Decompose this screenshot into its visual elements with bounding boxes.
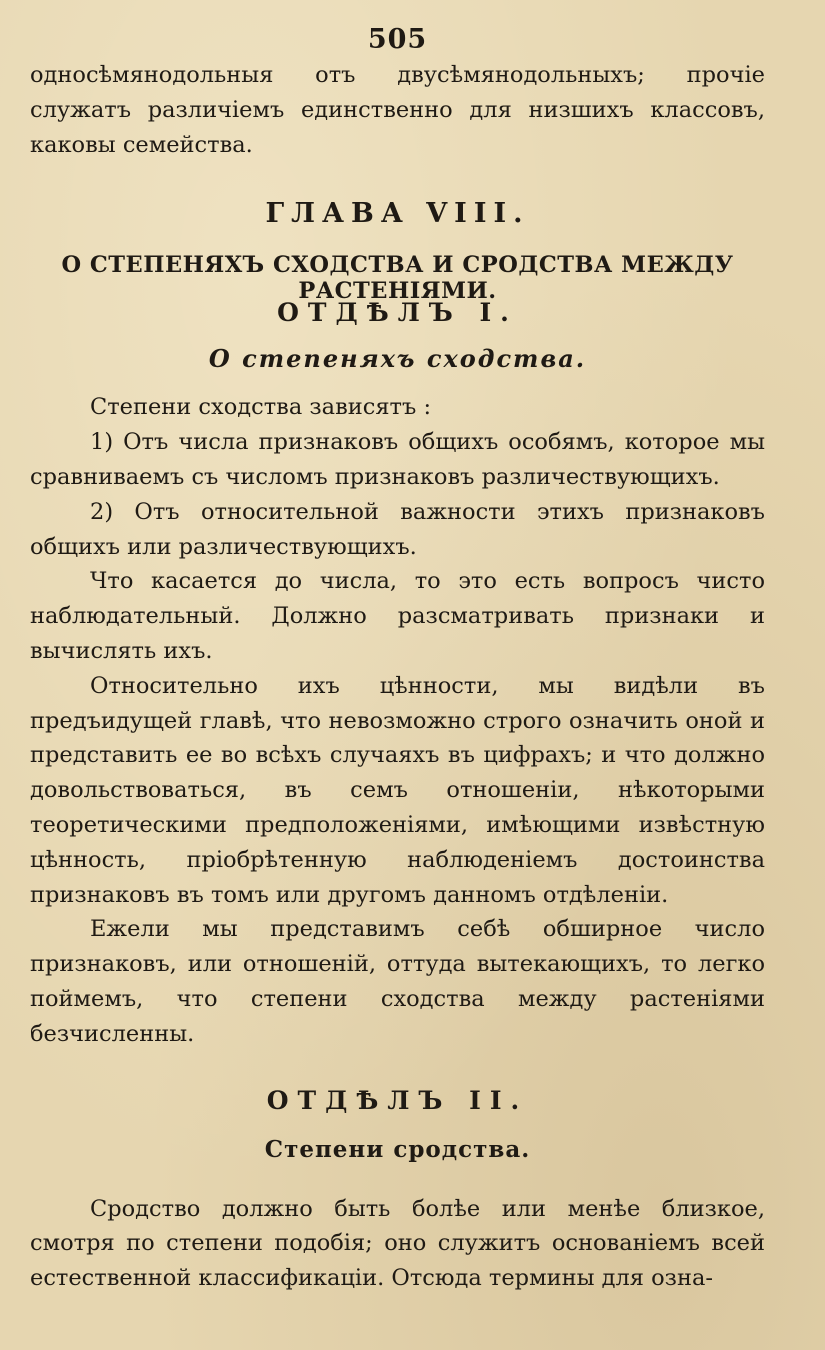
- section-1-paragraph: Что касается до числа, то это есть вопросъ чисто наблюдательный. Должно разсматривать признаки и вычислять ихъ.: [30, 568, 765, 664]
- section-2-subtitle: Степени сродства.: [264, 1135, 531, 1163]
- section-1-paragraph: Степени сходства зависятъ :: [90, 394, 432, 421]
- page-number: 505: [367, 24, 428, 55]
- section-1-paragraph: 2) Отъ относительной важности этихъ признаковъ общихъ или различествующихъ.: [30, 498, 765, 560]
- section-1-title: ОТДѢЛЪ I.: [277, 298, 518, 328]
- section-1-paragraph: Относительно ихъ цѣнности, мы видѣли въ предъидущей главѣ, что невозможно строго означить оной и представить ее во всѣхъ случаяхъ въ цифрахъ; и что должно довольствоваться, въ семъ отношеніи, нѣкоторыми теоретическими предположеніями, имѣющими извѣстную цѣнность, пріобрѣтенную наблюденіемъ достоинства признаковъ въ томъ или другомъ данномъ отдѣленіи.: [30, 672, 765, 908]
- chapter-title: ГЛАВА VIII.: [265, 198, 530, 230]
- chapter-subtitle: О СТЕПЕНЯХЪ СХОДСТВА И СРОДСТВА МЕЖДУ РАСТЕНІЯМИ.: [61, 252, 734, 305]
- intro-paragraph: односѣмянодольныя отъ двусѣмянодольныхъ; прочіе служатъ различіемъ единственно для низшихъ классовъ, каковы семейства.: [30, 62, 765, 158]
- section-1-paragraph: 1) Отъ числа признаковъ общихъ особямъ, которое мы сравниваемъ съ числомъ признаковъ различествующихъ.: [30, 429, 765, 490]
- section-2-title: ОТДѢЛЪ II.: [266, 1085, 529, 1115]
- section-2-paragraph: Сродство должно быть болѣе или менѣе близкое, смотря по степени подобія; оно служитъ основаніемъ всей естественной классификаціи. Отсюда термины для озна-: [30, 1195, 765, 1292]
- section-1-subtitle: О степеняхъ сходства.: [208, 344, 587, 374]
- section-1-paragraph: Ежели мы представимъ себѣ обширное число признаковъ, или отношеній, оттуда вытекающихъ, то легко поймемъ, что степени сходства между растеніями безчисленны.: [30, 916, 765, 1047]
